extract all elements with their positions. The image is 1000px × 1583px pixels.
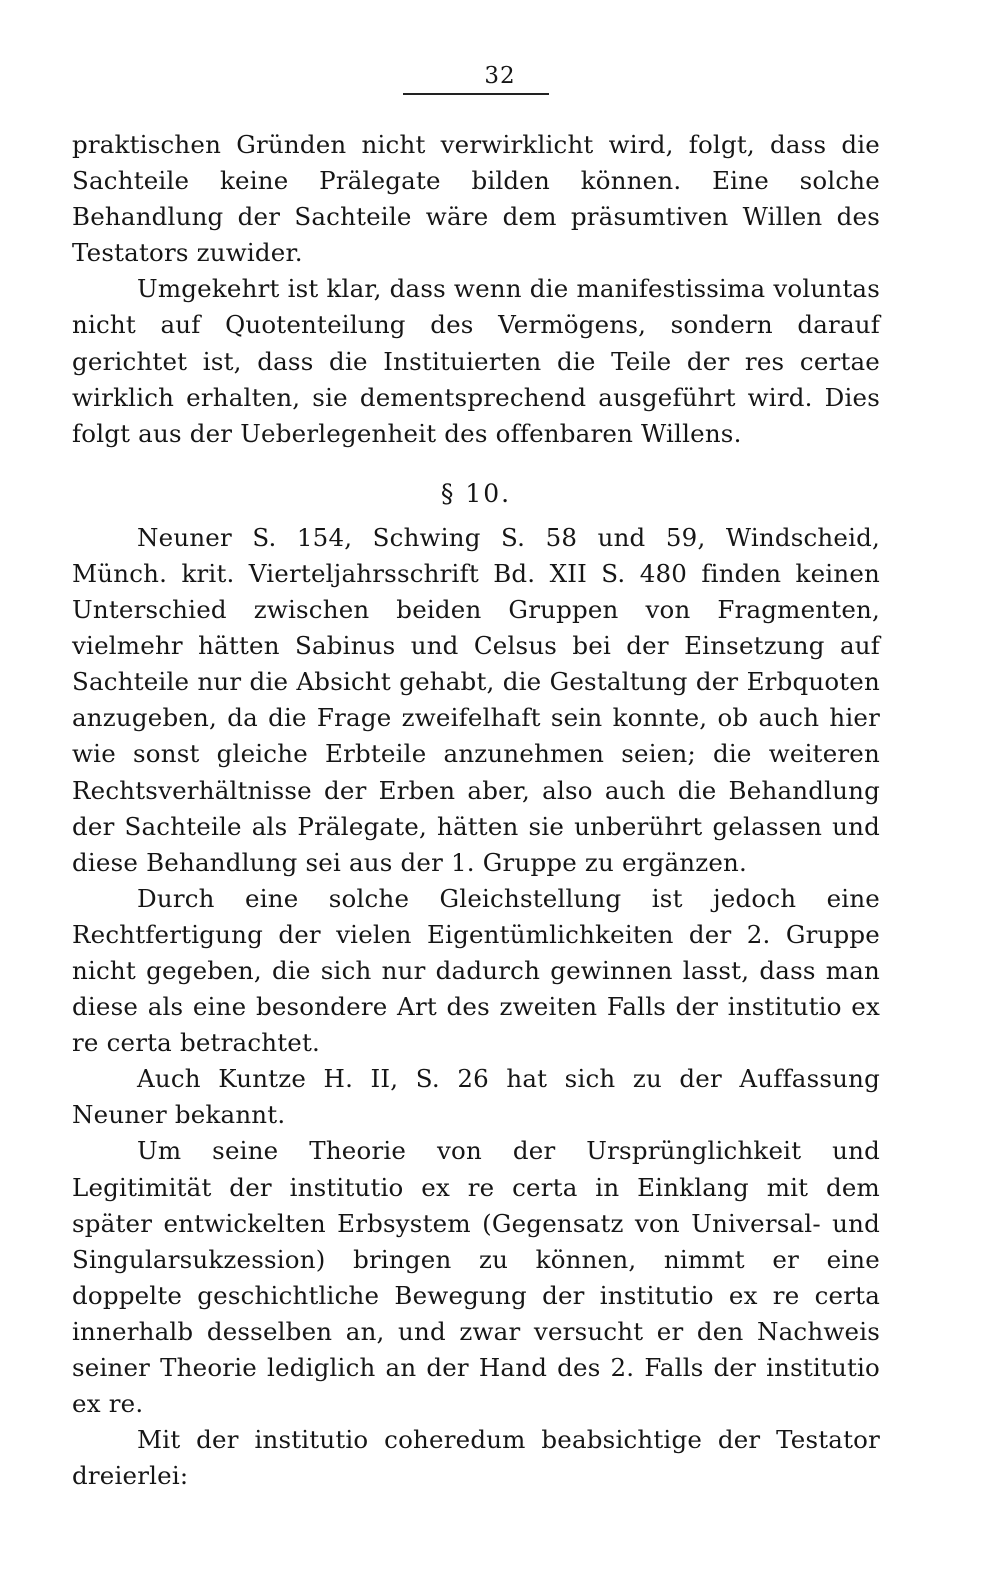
header-rule [403,93,549,95]
paragraph: Umgekehrt ist klar, dass wenn die manifestissima voluntas nicht auf Quotenteilung des Vermögens, sondern darauf gerichtet ist, dass die Instituierten die Teile der res certae wirklich erhalten, sie dementsprechend ausgeführt wird. Dies folgt aus der Ueberlegenheit des offenbaren Willens. [72,274,880,448]
section-heading: § 10. [440,478,512,508]
paragraph: Neuner S. 154, Schwing S. 58 und 59, Windscheid, Münch. krit. Vierteljahrsschrift Bd. XII S. 480 finden keinen Unterschied zwischen beiden Gruppen von Fragmenten, vielmehr hätten Sabinus und Celsus bei der Einsetzung auf Sachteile nur die Absicht gehabt, die Gestaltung der Erbquoten anzugeben, da die Frage zweifelhaft sein konnte, ob auch hier wie sonst gleiche Erbteile anzunehmen seien; die weiteren Rechtsverhältnisse der Erben aber, also auch die Behandlung der Sachteile als Prälegate, hätten sie unberührt gelassen und diese Behandlung sei aus der 1. Gruppe zu ergänzen. [72,522,880,877]
paragraph: Mit der institutio coheredum beabsichtige der Testator dreierlei: [72,1425,880,1491]
body-text [72,127,880,1494]
page-number: 32 [484,63,516,89]
paragraph: Durch eine solche Gleichstellung ist jedoch eine Rechtfertigung der vielen Eigentümlichkeiten der 2. Gruppe nicht gegeben, die sich nur dadurch gewinnen lasst, dass man diese als eine besondere Art des zweiten Falls der institutio ex re certa betrachtet. [72,883,880,1058]
paragraph: Auch Kuntze H. II, S. 26 hat sich zu der Auffassung Neuner bekannt. [72,1064,880,1130]
paragraph: praktischen Gründen nicht verwirklicht wird, folgt, dass die Sachteile keine Prälegate bilden können. Eine solche Behandlung der Sachteile wäre dem präsumtiven Willen des Testators zuwider. [72,130,880,268]
paragraph: Um seine Theorie von der Ursprünglichkeit und Legitimität der institutio ex re certa in Einklang mit dem später entwickelten Erbsystem (Gegensatz von Universal- und Singularsukzession) bringen zu können, nimmt er eine doppelte geschichtliche Bewegung der institutio ex re certa innerhalb desselben an, und zwar versucht er den Nachweis seiner Theorie lediglich an der Hand des 2. Falls der institutio ex re. [72,1136,880,1419]
